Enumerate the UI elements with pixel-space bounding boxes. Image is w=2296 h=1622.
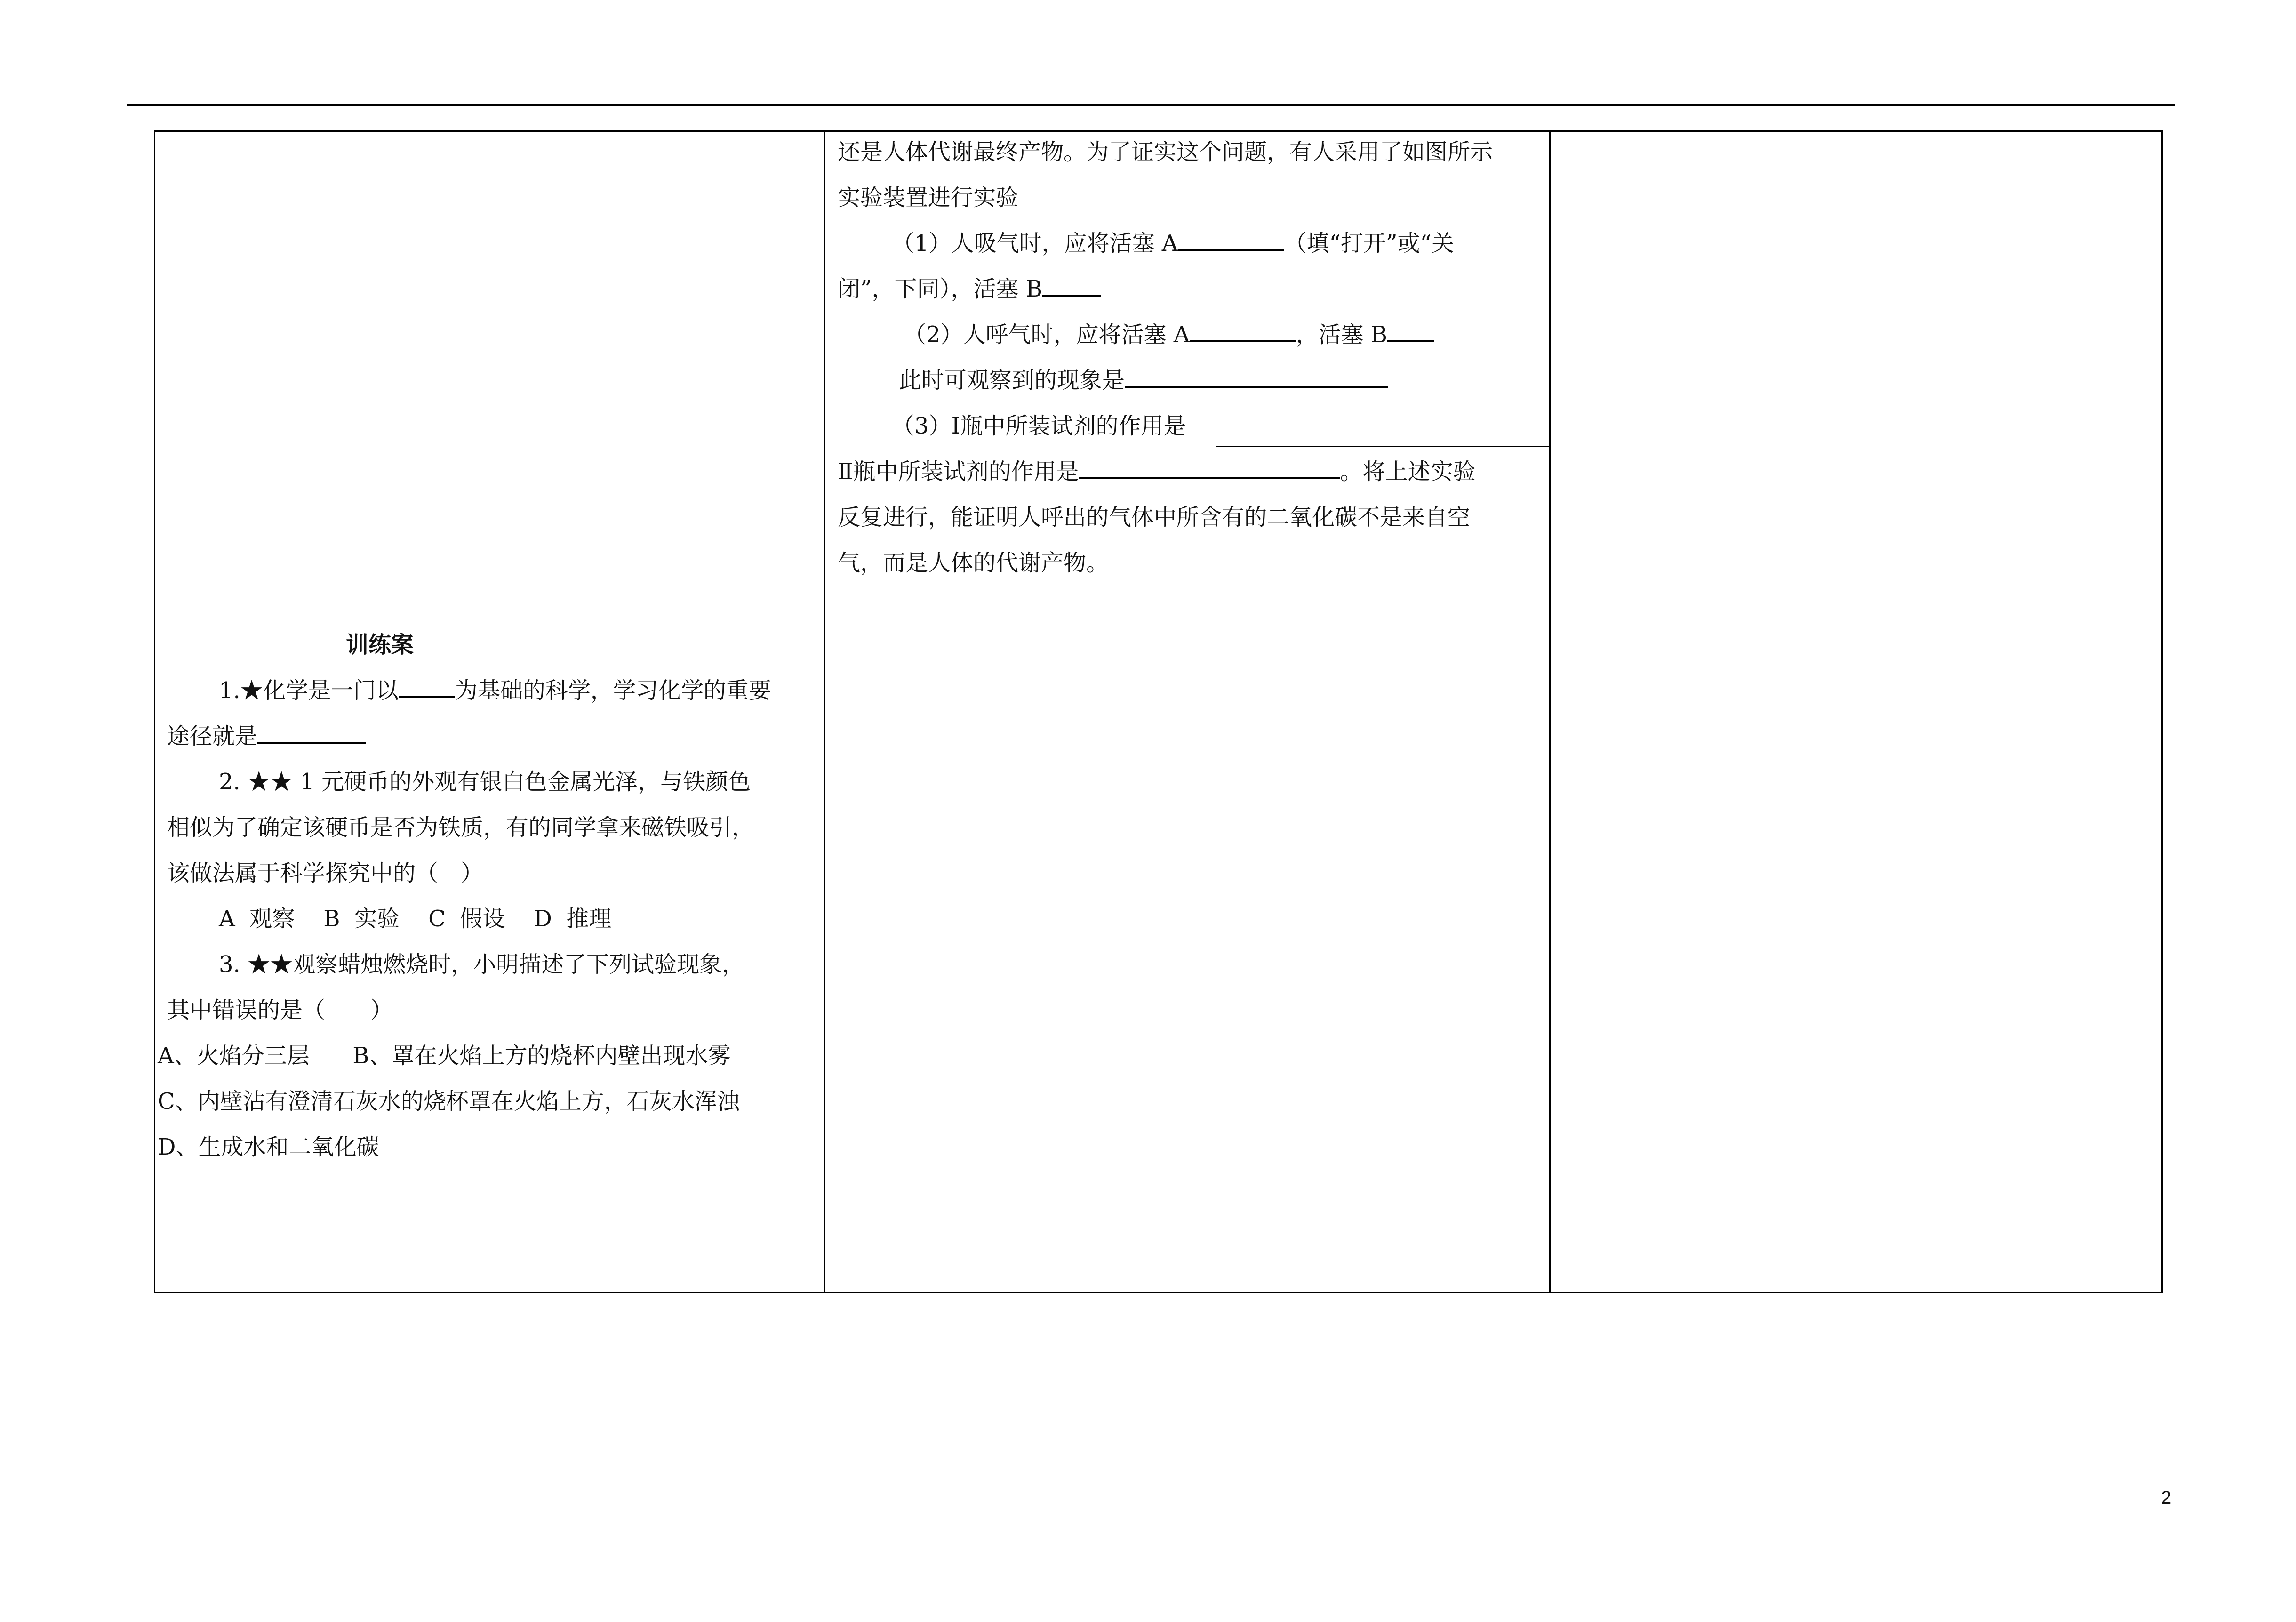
training-section: 训练案 1.★化学是一门以 为基础的科学，学习化学的重要 途径就是 2. ★★ 1 元硬币的外观有银白色金属光泽，与铁颜色 相似为了确定该硬币是否为铁质，有的同学拿来磁铁吸引， 该做法属于科学探究中的（ ） A 观察 B 实验 C 假设 D 推理 3. ★★观察蜡烛燃烧时，小明描述了下列试验现象， 其中错误的是（ ） A、火焰分三层 B、罩在火焰上方的烧杯内壁出现水雾 C、内壁沾有澄清石灰水的烧杯罩在火焰上方，石灰水浑浊 D、生成水和二氧化碳	[167, 622, 816, 1170]
answer-blank[interactable]	[1190, 312, 1296, 342]
option-d: D、生成水和二氧化碳	[158, 1134, 379, 1160]
answer-blank[interactable]	[1125, 358, 1388, 388]
question-2-options: A 观察 B 实验 C 假设 D 推理	[219, 906, 612, 932]
difficulty-stars: ★	[240, 677, 263, 704]
column-divider	[1549, 132, 1551, 1292]
answer-blank[interactable]	[1042, 266, 1101, 297]
section-title: 训练案	[346, 632, 414, 658]
header-rule	[127, 104, 2175, 106]
worksheet-table	[154, 130, 2163, 1293]
difficulty-stars: ★★	[248, 769, 293, 795]
answer-blank[interactable]	[1387, 312, 1434, 342]
question-1: 1.★化学是一门以 为基础的科学，学习化学的重要	[167, 668, 816, 714]
question-3: 3. ★★观察蜡烛燃烧时，小明描述了下列试验现象，	[219, 951, 745, 978]
option-c: C、内壁沾有澄清石灰水的烧杯罩在火焰上方，石灰水浑浊	[158, 1088, 740, 1115]
option-b: B、罩在火焰上方的烧杯内壁出现水雾	[352, 1043, 731, 1069]
option-a: A、火焰分三层	[158, 1043, 310, 1069]
answer-blank[interactable]	[399, 668, 455, 698]
answer-blank[interactable]	[257, 714, 366, 744]
experiment-section: 还是人体代谢最终产物。为了证实这个问题，有人采用了如图所示 实验装置进行实验 （1）人吸气时，应将活塞 A （填“打开”或“关 闭”，下同），活塞 B （2）人呼气时，应将活塞 A ，活塞 B 此时可观察到的现象是 （3）Ⅰ瓶中所装试剂的作用是 Ⅱ瓶中所装试剂的作用是 。将上述实验 反复进行，能证明人呼出的气体中所含有的二氧化碳不是来自空 气，而是人体的代谢产物。	[838, 139, 1493, 576]
column-divider	[824, 132, 825, 1292]
difficulty-stars: ★★	[248, 951, 293, 978]
answer-blank[interactable]	[1079, 449, 1340, 479]
answer-blank[interactable]	[1178, 221, 1284, 251]
page-number: 2	[2161, 1487, 2172, 1508]
question-2: 2. ★★ 1 元硬币的外观有银白色金属光泽，与铁颜色	[219, 769, 751, 795]
